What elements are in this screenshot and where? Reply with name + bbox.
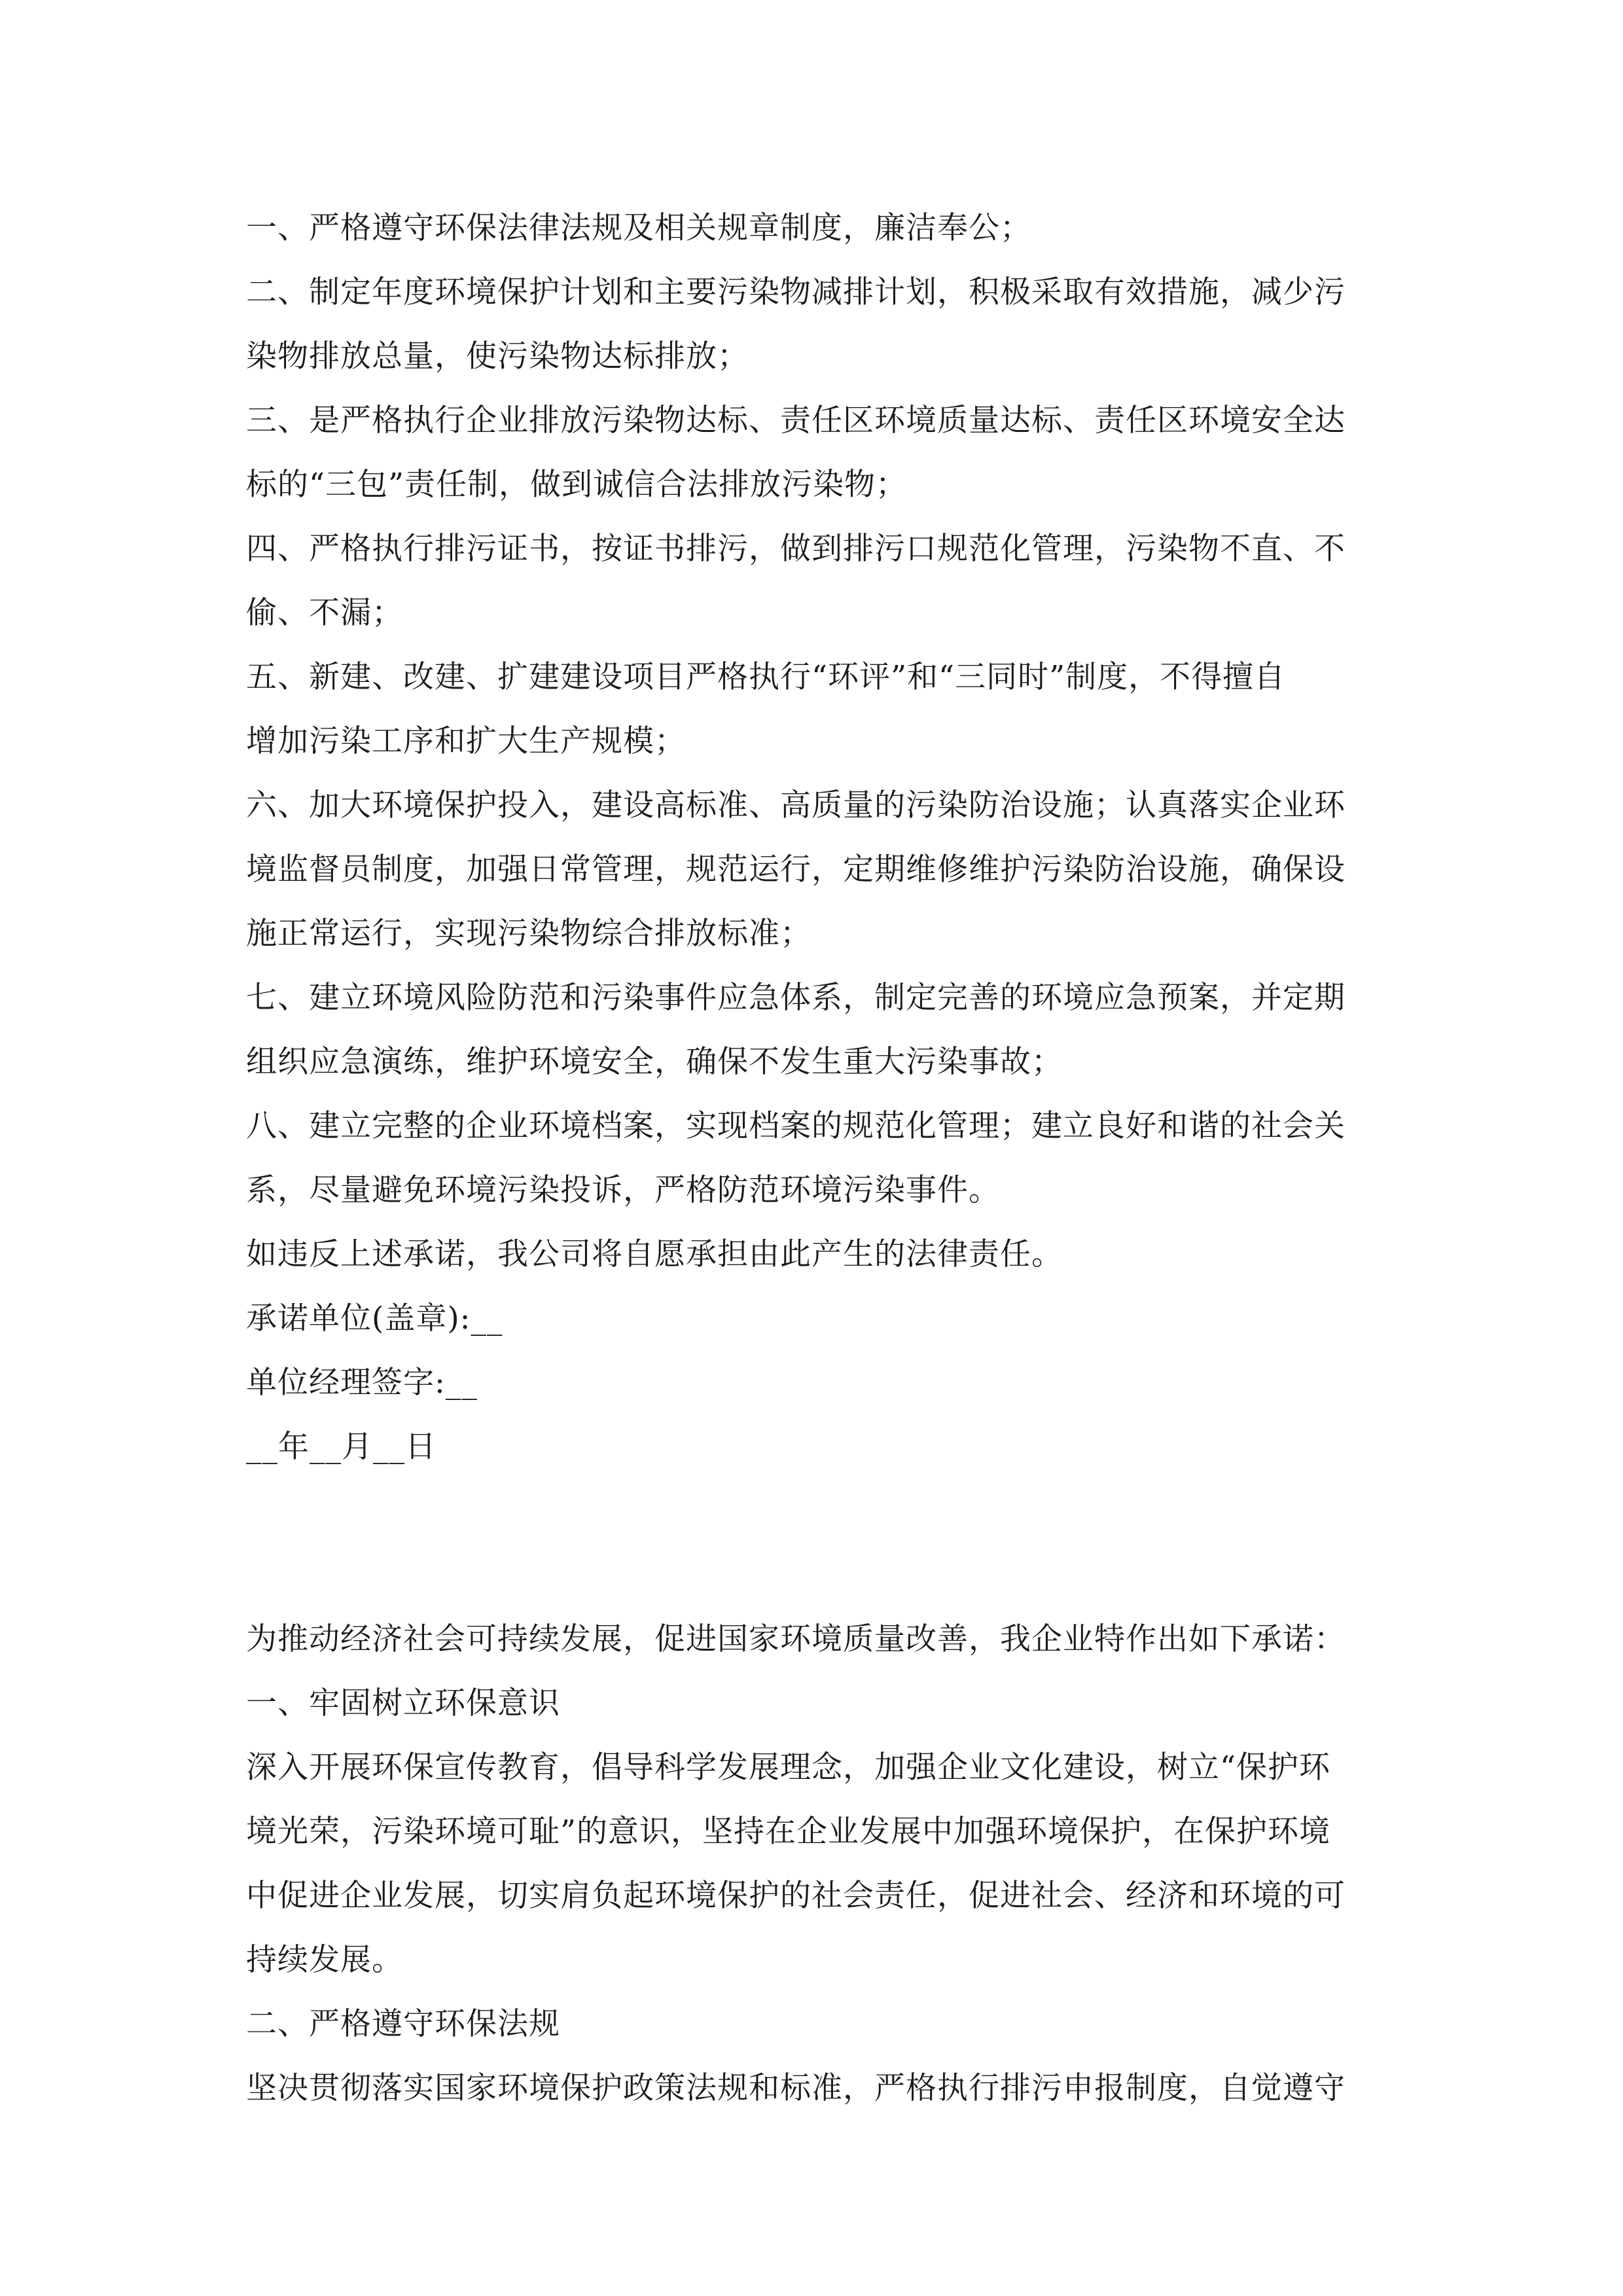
text-line: 八、建立完整的企业环境档案，实现档案的规范化管理；建立良好和谐的社会关 <box>246 1108 1346 1144</box>
text-line: 持续发展。 <box>246 1942 403 1978</box>
text-line: 系，尽量避免环境污染投诉，严格防范环境污染事件。 <box>246 1172 1000 1208</box>
commitment-section-1 <box>246 196 1385 1479</box>
text-line: 承诺单位(盖章):__ <box>246 1300 503 1336</box>
text-line: 染物排放总量，使污染物达标排放； <box>246 338 749 374</box>
text-line: 三、是严格执行企业排放污染物达标、责任区环境质量达标、责任区环境安全达 <box>246 403 1346 439</box>
text-line: 六、加大环境保护投入，建设高标准、高质量的污染防治设施；认真落实企业环 <box>246 787 1346 823</box>
commitment-section-2 <box>246 1607 1385 2121</box>
text-line: 四、严格执行排污证书，按证书排污，做到排污口规范化管理，污染物不直、不 <box>246 531 1346 567</box>
text-line: 标的“三包”责任制，做到诚信合法排放污染物； <box>246 467 908 503</box>
text-line: 增加污染工序和扩大生产规模； <box>246 723 686 759</box>
text-line: 深入开展环保宣传教育，倡导科学发展理念，加强企业文化建设，树立“保护环 <box>246 1749 1331 1785</box>
text-line: 七、建立环境风险防范和污染事件应急体系，制定完善的环境应急预案，并定期 <box>246 980 1346 1016</box>
text-line: 单位经理签字:__ <box>246 1365 478 1401</box>
document-body <box>246 196 1385 2121</box>
section-spacer <box>246 1479 1385 1607</box>
text-line: 境光荣，污染环境可耻”的意识，坚持在企业发展中加强环境保护，在保护环境 <box>246 1814 1331 1850</box>
text-line: 境监督员制度，加强日常管理，规范运行，定期维修维护污染防治设施，确保设 <box>246 852 1346 888</box>
text-line: 如违反上述承诺，我公司将自愿承担由此产生的法律责任。 <box>246 1236 1063 1272</box>
text-line: 二、严格遵守环保法规 <box>246 2006 560 2042</box>
text-line: 组织应急演练，维护环境安全，确保不发生重大污染事故； <box>246 1044 1063 1080</box>
text-line: 施正常运行，实现污染物综合排放标准； <box>246 916 812 952</box>
text-line: __年__月__日 <box>246 1429 437 1465</box>
text-line: 为推动经济社会可持续发展，促进国家环境质量改善，我企业特作出如下承诺： <box>246 1621 1346 1657</box>
text-line: 一、严格遵守环保法律法规及相关规章制度，廉洁奉公； <box>246 210 1031 246</box>
text-line: 五、新建、改建、扩建建设项目严格执行“环评”和“三同时”制度，不得擅自 <box>246 659 1286 695</box>
text-line: 一、牢固树立环保意识 <box>246 1685 560 1721</box>
text-line: 坚决贯彻落实国家环境保护政策法规和标准，严格执行排污申报制度，自觉遵守 <box>246 2070 1346 2106</box>
text-line: 中促进企业发展，切实肩负起环境保护的社会责任，促进社会、经济和环境的可 <box>246 1878 1346 1914</box>
text-line: 偷、不漏； <box>246 595 403 631</box>
text-line: 二、制定年度环境保护计划和主要污染物减排计划，积极采取有效措施，减少污 <box>246 274 1346 310</box>
